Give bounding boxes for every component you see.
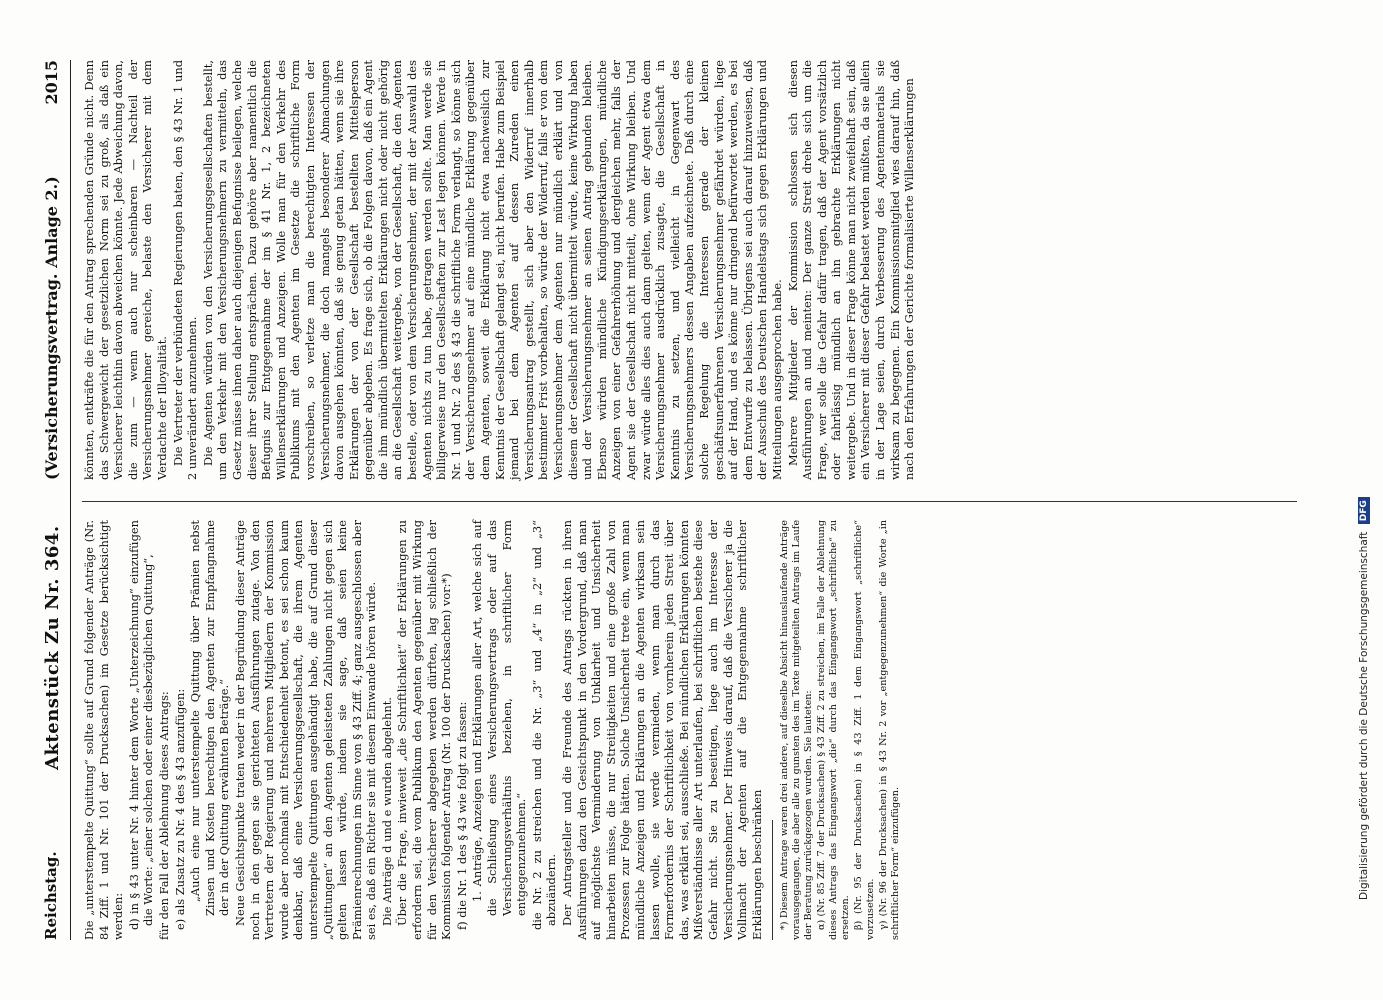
header-subtitle: (Versicherungsvertrag. Anlage 2.) [42,176,61,480]
footnote: β) (Nr. 95 der Drucksachen) in § 43 Ziff. 1 dem Eingangswort „schriftliche“ vorzusetzen. [853,520,877,940]
paragraph: Die Agenten würden von den Versicherungsgesellschaften bestellt, um den Verkehr mit den Versicherungsnehmern zu vermitteln, das Gesetz müsse ihnen daher auch diejenigen Befugnisse beilegen, welche dieser ihrer Stellung entsprächen. Dazu gehöre aber namentlich die Befugnis zur Entgegennahme der im § 41 Nr. 1, 2 bezeichneten Willenserklärungen und Anzeigen. Wolle man für den Verkehr des Publikums mit den Agenten im Gesetze die schriftliche Form vorschreiben, so verletze man die berechtigten Interessen der Versicherungsnehmer, die doch mangels besonderer Abmachungen davon ausgehen könnten, daß sie genug getan hätten, wenn sie ihre Erklärungen der von der Gesellschaft bestellten Mittelsperson gegenüber abgeben. Es frage sich, ob die Folgen davon, daß ein Agent die ihm mündlich übermittelten Erklärungen nicht oder nicht gehörig an die Gesellschaft weitergebe, von der Gesellschaft, die den Agenten bestelle, oder von dem Versicherungsnehmer, der mit der Auswahl des Agenten nichts zu tun habe, getragen werden sollte. Man werde sie billigerweise nur den Gesellschaften zur Last legen können. Werde in Nr. 1 und Nr. 2 des § 43 die schriftliche Form verlangt, so könne sich der Versicherungsnehmer auf eine mündliche Erklärung gegenüber dem Agenten, soweit die Erklärung nicht etwa nachweislich zur Kenntnis der Gesellschaft gelangt sei, nicht berufen. Habe zum Beispiel jemand bei dem Agenten auf dessen Zureden einen Versicherungsantrag gestellt, sich aber den Widerruf innerhalb bestimmter Frist vorbehalten, so würde der Widerruf, falls er von dem Versicherungsnehmer dem Agenten nur mündlich erklärt und von diesem der Gesellschaft nicht übermittelt würde, keine Wirkung haben und der Versicherungsnehmer an seinen Antrag gebunden bleiben. Ebenso würden mündliche Kündigungserklärungen, mündliche Anzeigen von einer Gefahrerhöhung und dergleichen mehr, falls der Agent sie der Gesellschaft nicht mitteilt, ohne Wirkung bleiben. Und zwar würde alles dies auch dann gelten, wenn der Agent etwa dem Versicherungsnehmer ausdrücklich zusagte, die Gesellschaft in Kenntnis zu setzen, und vielleicht in Gegenwart des Versicherungsnehmers dessen Angaben aufzeichnete. Daß durch eine solche Regelung die Interessen gerade der kleinen geschäftsunerfahrenen Versicherungsnehmer gefährdet würden, liege auf der Hand, und es könne nur dringend befürwortet werden, es bei dem Entwurfe zu belassen. Übrigens sei auch darauf hinzuweisen, daß der Ausschuß des Deutschen Handelstags sich gegen Erklärungen und Mitteilungen ausgesprochen habe. [200,60,784,480]
header-left: Reichstag. [42,851,60,940]
column-divider [82,501,1297,502]
quoted-text: 1. Anträge, Anzeigen und Erklärungen aller Art, welche sich auf die Schließung eines Versicherungsvertrags oder auf das Versicherungsverhältnis beziehen, in schriftlicher Form entgegenzunehmen.“ [470,520,529,916]
right-column [82,60,1297,480]
header-center: Aktenstück Zu Nr. 364. [42,525,63,770]
footnote: *) Diesem Antrage waren drei andere, auf dieselbe Absicht hinauslaufende Anträge vorausgegangen, die aber alle zu gunsten des im Texte mitgeteilten Antrags im Laufe der Beratung zurückgezogen wurden. Sie lauteten: [779,520,815,940]
footnote: α) (Nr. 85 Ziff. 7 der Drucksachen) § 43 Ziff. 2 zu streichen, im Falle der Ablehnung dieses Antrags das Eingangswort „die“ durch das Eingangswort „schriftliche“ zu ersetzen. [816,520,852,940]
paragraph: könnten, entkräfte die für den Antrag sprechenden Gründe nicht. Denn das Schwergewicht der gesetzlichen Norm sei zu groß, als daß ein Versicherer leichthin davon abweichen könnte. Jede Abweichung davon, die zum — wenn auch nur scheinbaren — Nachteil der Versicherungsnehmer gereiche, belaste den Versicherer mit dem Verdachte der Illoyalität. [82,60,169,480]
paragraph: die Nr. 2 zu streichen und die Nr. „3“ und „4“ in „2“ und „3“ abzuändern. [529,520,559,930]
paragraph: Neue Gesichtspunkte traten weder in der Begründung dieser Anträge noch in den gegen sie gerichteten Ausführungen zutage. Von den Vertretern der Regierung und mehreren Mitgliedern der Kommission wurde aber nochmals mit Entschiedenheit betont, es sei schon kaum denkbar, daß eine Versicherungsgesellschaft, die ihrem Agenten unterstempelte Quittungen ausgehändigt habe, die auf Grund dieser „Quittungen“ an den Agenten geleisteten Zahlungen nicht gegen sich gelten lassen würde, indem sie sage, daß seien keine Prämienrechnungen im Sinne von § 43 Ziff. 4; ganz ausgeschlossen aber sei es, daß ein Richter sie mit diesem Einwande hören würde. [232,520,379,940]
digitization-note [1358,20,1370,900]
dfg-logo: DFG [1358,497,1370,524]
paragraph: für den Fall der Ablehnung dieses Antrags: [156,691,171,940]
list-item: d) in § 43 unter Nr. 4 hinter dem Worte „Unterzeichnung“ einzufügen die Worte: „einer solchen oder einer diesbezüglichen Quittung“, [126,520,156,930]
paragraph: Der Antragsteller und die Freunde des Antrags rückten in ihren Ausführungen dazu den Gesichtspunkt in den Vordergrund, daß man auf möglichste Verminderung von Unklarheit und Unsicherheit hinarbeiten müsse, die nur Streitigkeiten und eine große Zahl von Prozessen zur Folge hätten. Solche Unsicherheit trete ein, wenn man mündliche Anzeigen und Erklärungen an die Agenten wirksam sein lassen wolle, sie werde vermieden, wenn man durch das Formerfordernis der Schriftlichkeit von vornherein jeden Streit über das, was erklärt sei, ausschließe. Bei mündlichen Erklärungen könnten Mißverständnisse aller Art unterlaufen, bei schriftlichen bestehe diese Gefahr nicht. Sie zu beseitigen, liege auch im Interesse der Versicherungsnehmer. Der Hinweis darauf, daß die Versicherer ja die Vollmacht der Agenten auf die Entgegennahme schriftlicher Erklärungen beschränken [560,520,764,940]
digitization-text: Digitalisierung gefördert durch die Deutsche Forschungsgemeinschaft [1358,531,1370,900]
paragraph: Die „unterstempelte Quittung“ sollte auf Grund folgender Anträge (Nr. 84 Ziff. 1 und Nr. 101 der Drucksachen) im Gesetze berücksichtigt werden: [82,520,126,940]
list-item: e) als Zusatz zu Nr. 4 des § 43 anzufügen: [172,688,187,930]
paragraph: Die Vertreter der verbündeten Regierungen baten, den § 43 Nr. 1 und 2 unverändert anzunehmen. [170,60,200,480]
left-column [82,520,1297,940]
paragraph: Die Anträge d und e wurden abgelehnt. [379,697,394,926]
running-header [40,60,71,940]
footnote-divider [772,820,773,940]
quoted-text: „Auch eine nur unterstempelte Quittung über Prämien nebst Zinsen und Kosten berechtigen den Agenten zur Empfangnahme der in der Quittung erwähnten Beträge.“ [188,520,232,916]
footnotes [779,520,902,940]
paragraph: Über die Frage, inwieweit „die Schriftlichkeit“ der Erklärungen zu erfordern sei, die vom Publikum den Agenten gegenüber mit Wirkung für den Versicherer abgegeben werden dürften, lag schließlich der Kommission folgender Antrag (Nr. 100 der Drucksachen) vor:*) [395,520,454,940]
page-number: 2015 [42,60,61,105]
list-item: f) die Nr. 1 des § 43 wie folgt zu fassen: [454,701,469,930]
paragraph: Mehrere Mitglieder der Kommission schlossen sich diesen Ausführungen an und meinten: Der ganze Streit drehe sich um die Frage, wer solle die Gefahr dafür tragen, daß der Agent vorsätzlich oder fahrlässig mündlich an ihn gebrachte Erklärungen nicht weitergebe. Und in dieser Frage könne man nicht zweifelhaft sein, daß ein Versicherer mit dieser Gefahr belastet werden müßten, da sie allein in der Lage seien, durch Verbesserung des Agentenmaterials sie wirksam zu begegnen. Ein Kommissionsmitglied wies darauf hin, daß nach den Erfahrungen der Gerichte formalisierte Willenserklärungen [785,60,917,480]
footnote: γ) (Nr. 96 der Drucksachen) in § 43 Nr. 2 vor „entgegenzunehmen“ die Worte „in schriftlicher Form“ einzufügen. [878,520,902,940]
